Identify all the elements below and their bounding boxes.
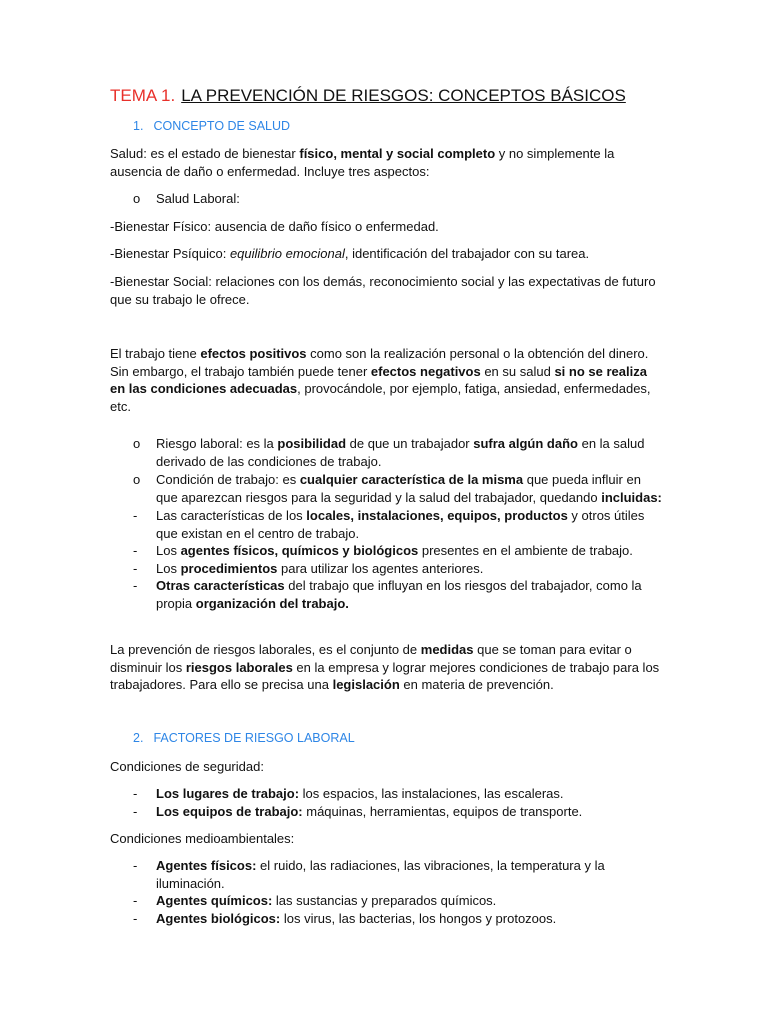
bienestar-psiquico-paragraph: -Bienestar Psíquico: equilibrio emocional, identificación del trabajador con su tarea.	[110, 246, 590, 261]
section-number: 1.	[133, 119, 144, 133]
list-text: Los lugares de trabajo: los espacios, las instalaciones, las escaleras.	[156, 786, 564, 801]
list-text: Riesgo laboral: es la posibilidad de que un trabajador sufra algún daño en la salud derivado de las condiciones de trabajo.	[156, 436, 645, 469]
section-label: FACTORES DE RIESGO LABORAL	[153, 731, 355, 745]
section-heading-1	[133, 119, 290, 133]
list-text: Condición de trabajo: es cualquier característica de la misma que pueda influir en que aparezcan riesgos para la seguridad y la salud del trabajador, quedando incluidas:	[156, 472, 662, 505]
list-text: Agentes biológicos: los virus, las bacterias, los hongos y protozoos.	[156, 911, 557, 926]
list-marker: -	[133, 804, 138, 819]
list-text: Otras características del trabajo que influyan en los riesgos del trabajador, como la propia organización del trabajo.	[156, 578, 642, 611]
list-text: Los agentes físicos, químicos y biológicos presentes en el ambiente de trabajo.	[156, 543, 633, 558]
title-text: LA PREVENCIÓN DE RIESGOS: CONCEPTOS BÁSICOS	[181, 86, 626, 105]
list-item-dash	[133, 803, 663, 821]
list-marker: -	[133, 578, 138, 593]
list-marker: -	[133, 561, 138, 576]
list-marker: -	[133, 858, 138, 873]
list-marker: o	[133, 436, 141, 451]
list-item-salud-laboral	[133, 190, 663, 208]
list-text: Los equipos de trabajo: máquinas, herramientas, equipos de transporte.	[156, 804, 583, 819]
list-marker: -	[133, 508, 138, 523]
list-item-dash	[133, 910, 663, 928]
list-marker: -	[133, 543, 138, 558]
list-item-riesgo-laboral	[133, 435, 663, 470]
list-item-dash	[133, 542, 663, 560]
list-text: Las características de los locales, instalaciones, equipos, productos y otros útiles que existan en el centro de trabajo.	[156, 508, 645, 541]
list-item-dash	[133, 560, 663, 578]
list-item-condicion-trabajo	[133, 471, 663, 506]
list-text: Agentes químicos: las sustancias y preparados químicos.	[156, 893, 497, 908]
section-number: 2.	[133, 731, 144, 745]
salud-paragraph: Salud: es el estado de bienestar físico, mental y social completo y no simplemente la ausencia de daño o enfermedad. Incluye tres aspectos:	[110, 146, 615, 179]
list-marker: o	[133, 191, 141, 206]
trabajo-paragraph: El trabajo tiene efectos positivos como son la realización personal o la obtención del dinero. Sin embargo, el trabajo también puede tener efectos negativos en su salud si no se realiza en las condiciones adecuadas, provocándole, por ejemplo, fatiga, ansiedad, enfermedades, etc.	[110, 346, 651, 414]
list-text: Salud Laboral:	[156, 191, 240, 206]
list-item-dash	[133, 785, 663, 803]
list-item-dash	[133, 577, 663, 612]
prevencion-paragraph: La prevención de riesgos laborales, es el conjunto de medidas que se toman para evitar o disminuir los riesgos laborales en la empresa y lograr mejores condiciones de trabajo para los trabajadores. Para ello se precisa una legislación en materia de prevención.	[110, 642, 660, 692]
list-item-dash	[133, 507, 663, 542]
list-marker: -	[133, 786, 138, 801]
list-text: Los procedimientos para utilizar los agentes anteriores.	[156, 561, 484, 576]
cond-seguridad-heading: Condiciones de seguridad:	[110, 759, 264, 774]
list-marker: -	[133, 893, 138, 908]
list-text: Agentes físicos: el ruido, las radiaciones, las vibraciones, la temperatura y la iluminación.	[156, 858, 605, 891]
title-number: TEMA 1.	[110, 86, 176, 105]
section-heading-2	[133, 731, 355, 745]
list-marker: -	[133, 911, 138, 926]
list-marker: o	[133, 472, 141, 487]
page-title	[110, 86, 626, 106]
list-item-dash	[133, 857, 663, 892]
section-label: CONCEPTO DE SALUD	[153, 119, 291, 133]
cond-medio-heading: Condiciones medioambientales:	[110, 831, 295, 846]
bienestar-fisico-paragraph: -Bienestar Físico: ausencia de daño físico o enfermedad.	[110, 219, 439, 234]
bienestar-social-paragraph: -Bienestar Social: relaciones con los demás, reconocimiento social y las expectativas de futuro que su trabajo le ofrece.	[110, 274, 656, 307]
list-item-dash	[133, 892, 663, 910]
